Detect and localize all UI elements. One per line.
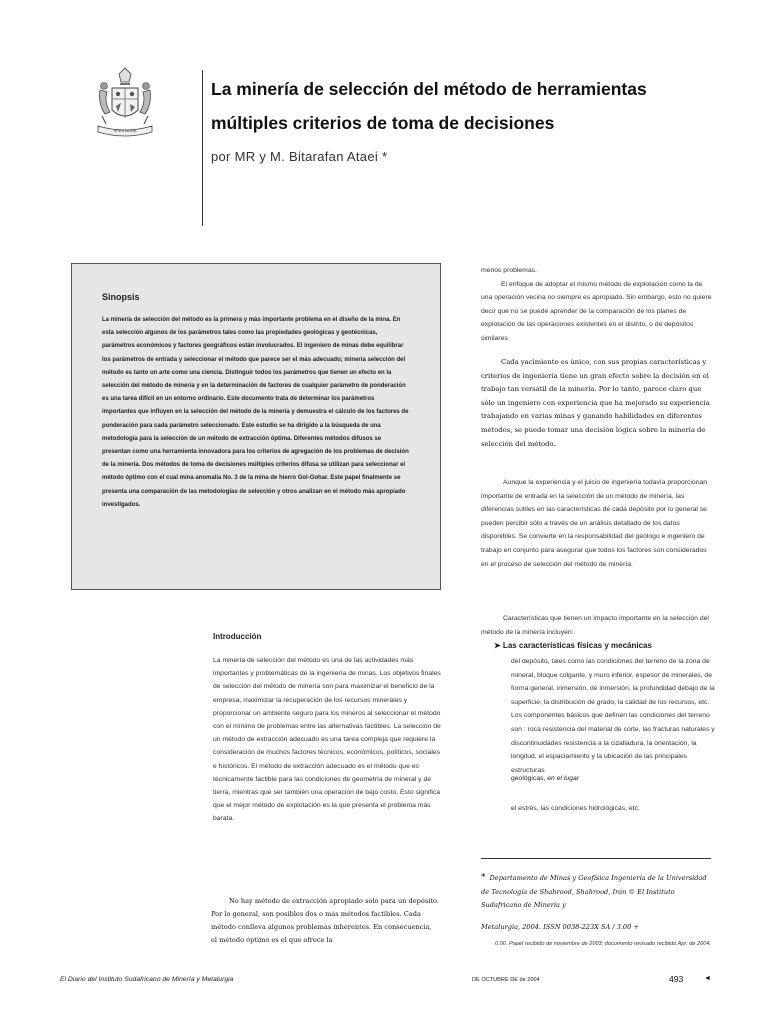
- right-paragraph-4: del depósito, tales como las condiciones del terreno de la zona de mineral, bloque colgante, y muro inferior, espesor de minerales, de forma general, inmersión, de inmersión, la profundidad debajo de la superficie, la distribución de grado, la calidad de los recursos, etc. Los componentes básicos que definen las condiciones del terreno son : roca resistencia del material de corte, las fracturas naturales y discontinuidades resistencia a la cizalladura, la orientación, la longitud, el espaciamiento y la ubicación de las principales estructuras: [511, 658, 715, 774]
- introduction-handwritten-paragraph: [211, 895, 439, 947]
- right-paragraph-5: el estrés, las condiciones hidrológicas, etc.: [511, 805, 640, 812]
- right-paragraph-1-body: [481, 278, 715, 346]
- crest-motto: SPES BONA: [113, 128, 137, 133]
- right-paragraph-1: [481, 264, 715, 346]
- title-divider-rule: [202, 70, 203, 226]
- footnote-affiliation-text: Departamento de Minas y Geofísica Ingeniería de la Universidad de Tecnología de Shahrood, Shahrood, Irán © El Instituto Sudafricano de Minería y: [481, 874, 707, 909]
- introduction-handwritten-text: No hay método de extracción apropiado solo para un depósito. Por lo general, son posibles dos o más métodos factibles. Cada método conlleva algunos problemas inherentes. En consecuencia, el método óptimo es el que ofrece la: [211, 897, 439, 944]
- right-paragraph-1-text: El enfoque de adoptar el mismo método de explotación como la de una operación vecina no siempre es apropiado. Sin embargo, esto no quiere decir que no se puede aprender de la comparación de los planes de explotación de las operaciones existentes en el distrito, o de depósitos similares.: [481, 280, 712, 342]
- previous-page-arrow-icon[interactable]: ◄: [704, 975, 711, 982]
- footer-date: DE OCTUBRE DE de 2004: [472, 977, 540, 983]
- right-handwritten-text: Cada yacimiento es único, con sus propias características y criterios de ingeniería tiene un gran efecto sobre la decisión en el trabajo tan versátil de la minería. Por lo tanto, parece claro que sólo un ingeniero con experiencia que ha mejorado su experiencia trabajando en varias minas y ganando habilidades en diferentes métodos, se puede tomar una decisión lógica sobre la minería de selección del método.: [481, 358, 710, 448]
- synopsis-heading: Sinopsis: [102, 292, 140, 302]
- synopsis-body: La minería de selección del método es la primera y más importante problema en el diseño de la mina. En esta selección algunos de los parámetros tales como las propiedades geológicas y geotécnicas, parámetros económicos y factores geográficos están involucrados. El ingeniero de minas debe equilibrar los parámetros de entrada y seleccionar el método que parece ser el más adecuado; minería selección del método es tanto un arte como una ciencia. Distinguir todos los parámetros que tienen un efecto en la selección del método de minería y en la determinación de factores de cualquier parámetro de ponderación es una tarea difícil en un entorno ordinario. Este documento trata de determinar los parámetros importantes que influyen en la selección del método de la minería y demuestra el cálculo de los factores de ponderación para cada parámetro seleccionado. Este estudio se ha dirigido a la búsqueda de una metodología para la selección de un método de extracción óptima. Diferentes métodos difusos se presentan como una herramienta innovadora para los criterios de agregación de los problemas de decisión de la minería. Dos métodos de toma de decisiones múltiples criterios difusa se utilizan para seleccionar el método óptimo con el cual mina anomalía No. 3 de la mina de hierro Gol-Gohar. Este papel finalmente se presenta una comparación de las metodologías de selección y otros analizan en el método más apropiado investigados.: [102, 317, 409, 508]
- article-title-line-2: múltiples criterios de toma de decisiones: [211, 113, 555, 133]
- journal-issn-line: Metalurgia, 2004. ISSN 0038-223X SA / 3.00 +: [481, 923, 639, 931]
- article-title: [211, 72, 731, 140]
- footer-journal-name: El Diario del Instituto Sudafricano de Minería y Metalurgia: [60, 976, 234, 983]
- article-title-line-1: La minería de selección del método de herramientas: [211, 79, 647, 99]
- geological-line: [511, 775, 579, 782]
- right-paragraph-3: [481, 612, 715, 639]
- footer-page-number: 493: [669, 974, 684, 984]
- footnote-marker: *: [481, 873, 486, 883]
- in-situ-phrase: en el lugar: [547, 775, 580, 782]
- footnote-rule: [481, 858, 711, 859]
- right-handwritten-paragraph: [481, 356, 715, 451]
- author-affiliation-footnote: [481, 872, 715, 913]
- bullet-physical-mechanical: ➤ Las características físicas y mecánicas: [494, 641, 652, 650]
- article-authors: por MR y M. Bitarafan Ataei *: [211, 149, 388, 164]
- right-paragraph-2-text: Aunque la experiencia y el juicio de ingeniería todavía proporcionan importante de entrada en la selección de un método de minería, las diferencias sutiles en las características de cada depósito por lo general se pueden percibir sólo a través de un análisis detallado de los datos disponibles. Se convierte en la responsabilidad del geólogo e ingeniero de trabajo en conjunto para asegurar que todos los factores son considerados en el proceso de selección del método de minería.: [481, 479, 708, 568]
- introduction-heading: Introducción: [213, 632, 262, 641]
- right-paragraph-1-start: menos problemas.: [481, 267, 537, 274]
- right-paragraph-2: [481, 476, 715, 571]
- paper-received-note: 0.00. Papel recibido de noviembre de 2003; documento revisado recibido Apr. de 2004.: [495, 941, 712, 947]
- introduction-body: La minería de selección del método es una de las actividades más importantes y problemáticas de la ingeniería de minas. Los objetivos finales de selección del método de minería son para maximizar el beneficio de la empresa, maximizar la recuperación de los recursos minerales y proporcionar un ambiente seguro para los mineros al seleccionar el método con el mínimo de problemas entre las alternativas factibles. La selección de un método de extracción adecuado es una tarea compleja que requiere la consideración de muchos factores técnicos, económicos, políticos, sociales e históricos. El método de extracción adecuado es el método que es técnicamente factible para las condiciones de geometría de mineral y de tierra, mientras que ser también una operación de bajo costo. Esto significa que el mejor método de explotación es la que presenta el problema más barata.: [213, 657, 441, 823]
- geological-word: geológicas,: [511, 775, 546, 782]
- institute-crest-logo: [94, 66, 156, 140]
- right-paragraph-3-text: Características que tienen un impacto importante en la selección del método de la minería incluyen:: [481, 615, 709, 636]
